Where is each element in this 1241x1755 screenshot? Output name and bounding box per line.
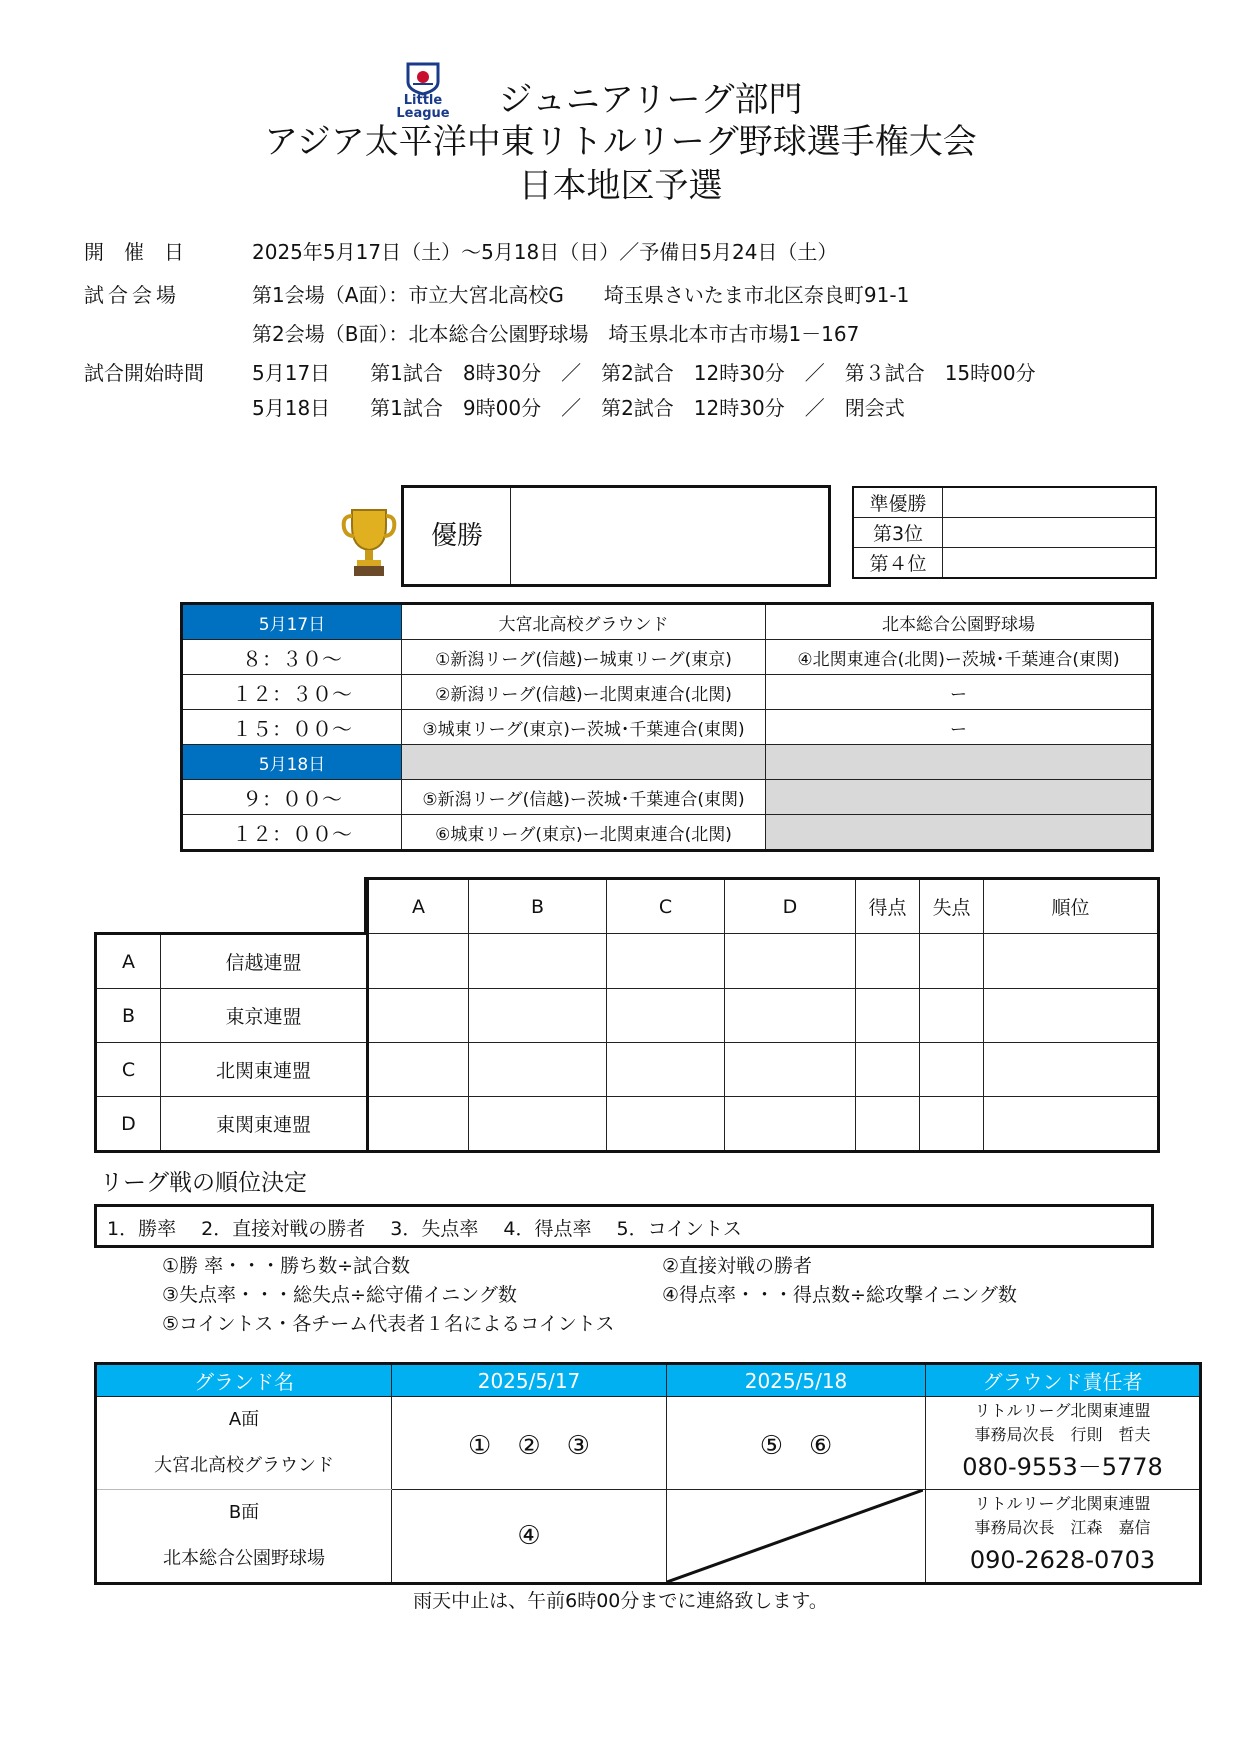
league-row	[96, 1043, 1159, 1097]
empty-cell	[402, 745, 766, 780]
schedule-day2-row	[182, 745, 1153, 780]
ground-name: 大宮北高校グラウンド	[154, 1455, 334, 1476]
league-col-header: 順位	[984, 879, 1159, 934]
manager-phone: 080-9553－5778	[962, 1453, 1163, 1481]
match-a: ②新潟リーグ(信越)ー北関東連合(北関)	[402, 675, 766, 710]
ground-day2-empty	[667, 1490, 926, 1584]
schedule-header-row	[182, 604, 1153, 640]
logo-text-1: Little	[403, 93, 443, 108]
venue-label: 試合会場	[84, 283, 180, 307]
ground-day1-games: ④	[392, 1490, 667, 1584]
schedule-row	[182, 710, 1153, 745]
league-header-row	[96, 879, 1159, 934]
venue-1: 第1会場（A面）：市立大宮北高校G 埼玉県さいたま市北区奈良町91-1	[252, 283, 910, 307]
match-a: ③城東リーグ(東京)ー茨城･千葉連合(東関)	[402, 710, 766, 745]
schedule-row	[182, 780, 1153, 815]
manager-org: リトルリーグ北関東連盟	[974, 1494, 1151, 1513]
grounds-col-header: 2025/5/17	[392, 1364, 667, 1397]
place-row	[853, 548, 1156, 579]
league-row	[96, 1097, 1159, 1152]
match-a: ①新潟リーグ(信越)ー城東リーグ(東京)	[402, 640, 766, 675]
manager-person: 事務局次長 江森 嘉信	[974, 1518, 1151, 1537]
match-a: ⑤新潟リーグ(信越)ー茨城･千葉連合(東関)	[402, 780, 766, 815]
rules-title: リーグ戦の順位決定	[100, 1170, 307, 1196]
manager-person: 事務局次長 行則 哲夫	[974, 1425, 1151, 1444]
league-col-header: 得点	[856, 879, 920, 934]
ground-face: B面	[228, 1502, 260, 1523]
ground-name-cell	[96, 1397, 392, 1490]
place-row	[853, 487, 1156, 518]
ground-name: 北本総合公園野球場	[163, 1548, 325, 1569]
match-time: ９：００～	[182, 780, 402, 815]
league-col-header: B	[469, 879, 607, 934]
title-tournament: アジア太平洋中東リトルリーグ野球選手権大会	[264, 122, 977, 162]
grounds-col-header: グランド名	[96, 1364, 392, 1397]
rules-line: 1．勝率 2．直接対戦の勝者 3．失点率 4．得点率 5．コイントス	[94, 1204, 1154, 1248]
empty-cell	[766, 780, 1153, 815]
manager-phone: 090-2628-0703	[969, 1546, 1156, 1574]
time-day1: 5月17日 第1試合 8時30分 ／ 第2試合 12時30分 ／ 第３試合 15時00分	[252, 361, 1036, 385]
rule-note: ③失点率・・・総失点÷総守備イニング数	[162, 1284, 517, 1306]
match-time: １２：３０～	[182, 675, 402, 710]
date-label: 開 催 日	[84, 240, 184, 264]
rule-note: ④得点率・・・得点数÷総攻撃イニング数	[662, 1284, 1017, 1306]
match-b: ー	[766, 675, 1153, 710]
place-label: 準優勝	[853, 487, 943, 518]
ground-day2-games: ⑤ ⑥	[667, 1397, 926, 1490]
trophy-icon	[340, 504, 398, 582]
match-a: ⑥城東リーグ(東京)ー北関東連合(北関)	[402, 815, 766, 851]
venue-2: 第2会場（B面）：北本総合公園野球場 埼玉県北本市古市場1－167	[252, 322, 860, 346]
grounds-col-header: 2025/5/18	[667, 1364, 926, 1397]
ground-name-cell	[96, 1490, 392, 1584]
league-row	[96, 934, 1159, 989]
team-name: 東京連盟	[161, 989, 368, 1043]
ground-row-a	[96, 1397, 1201, 1490]
winner-box	[401, 485, 831, 587]
place-row	[853, 518, 1156, 548]
grounds-header-row	[96, 1364, 1201, 1397]
place-label: 第3位	[853, 518, 943, 548]
rule-note: ②直接対戦の勝者	[662, 1255, 813, 1277]
schedule-row	[182, 640, 1153, 675]
match-b: ④北関東連合(北関)ー茨城･千葉連合(東関)	[766, 640, 1153, 675]
place-value	[943, 518, 1157, 548]
manager-org: リトルリーグ北関東連盟	[974, 1401, 1151, 1420]
ground-manager-cell	[926, 1490, 1201, 1584]
league-col-header: C	[607, 879, 725, 934]
match-time: １２：００～	[182, 815, 402, 851]
team-name: 信越連盟	[161, 934, 368, 989]
team-name: 北関東連盟	[161, 1043, 368, 1097]
title-qualifier: 日本地区予選	[518, 166, 723, 206]
title-division: ジュニアリーグ部門	[498, 80, 803, 120]
schedule-row	[182, 815, 1153, 851]
team-key: A	[96, 934, 161, 989]
team-name: 東関東連盟	[161, 1097, 368, 1152]
places-table	[852, 486, 1157, 579]
match-time: １５：００～	[182, 710, 402, 745]
diagonal-line	[667, 1490, 923, 1582]
day1-label: 5月17日	[182, 604, 402, 640]
empty-cell	[766, 745, 1153, 780]
league-col-header: 失点	[920, 879, 984, 934]
place-value	[943, 548, 1157, 579]
league-table	[94, 877, 1160, 1153]
day2-label: 5月18日	[182, 745, 402, 780]
winner-label: 優勝	[404, 488, 511, 584]
schedule-table	[180, 602, 1154, 852]
team-key: C	[96, 1043, 161, 1097]
schedule-row	[182, 675, 1153, 710]
logo-text-2: League	[396, 106, 450, 121]
empty-cell	[766, 815, 1153, 851]
grounds-table	[94, 1362, 1202, 1585]
league-row	[96, 989, 1159, 1043]
match-b: ー	[766, 710, 1153, 745]
place-label: 第４位	[853, 548, 943, 579]
ground-row-b	[96, 1490, 1201, 1584]
rule-note: ①勝 率・・・勝ち数÷試合数	[162, 1255, 410, 1277]
match-time: ８：３０～	[182, 640, 402, 675]
ground-a-header: 大宮北高校グラウンド	[402, 604, 766, 640]
team-key: B	[96, 989, 161, 1043]
place-value	[943, 487, 1157, 518]
rain-notice: 雨天中止は、午前6時00分までに連絡致します。	[413, 1590, 828, 1612]
rule-note: ⑤コイントス・各チーム代表者１名によるコイントス	[162, 1313, 615, 1335]
time-label: 試合開始時間	[84, 361, 204, 385]
time-day2: 5月18日 第1試合 9時00分 ／ 第2試合 12時30分 ／ 閉会式	[252, 396, 905, 420]
league-col-header: D	[725, 879, 856, 934]
ground-manager-cell	[926, 1397, 1201, 1490]
grounds-col-header: グラウンド責任者	[926, 1364, 1201, 1397]
league-col-header: A	[368, 879, 469, 934]
ground-day1-games: ① ② ③	[392, 1397, 667, 1490]
date-value: 2025年5月17日（土）～5月18日（日）／予備日5月24日（土）	[252, 240, 838, 264]
team-key: D	[96, 1097, 161, 1152]
ground-b-header: 北本総合公園野球場	[766, 604, 1153, 640]
ground-face: A面	[228, 1409, 260, 1430]
